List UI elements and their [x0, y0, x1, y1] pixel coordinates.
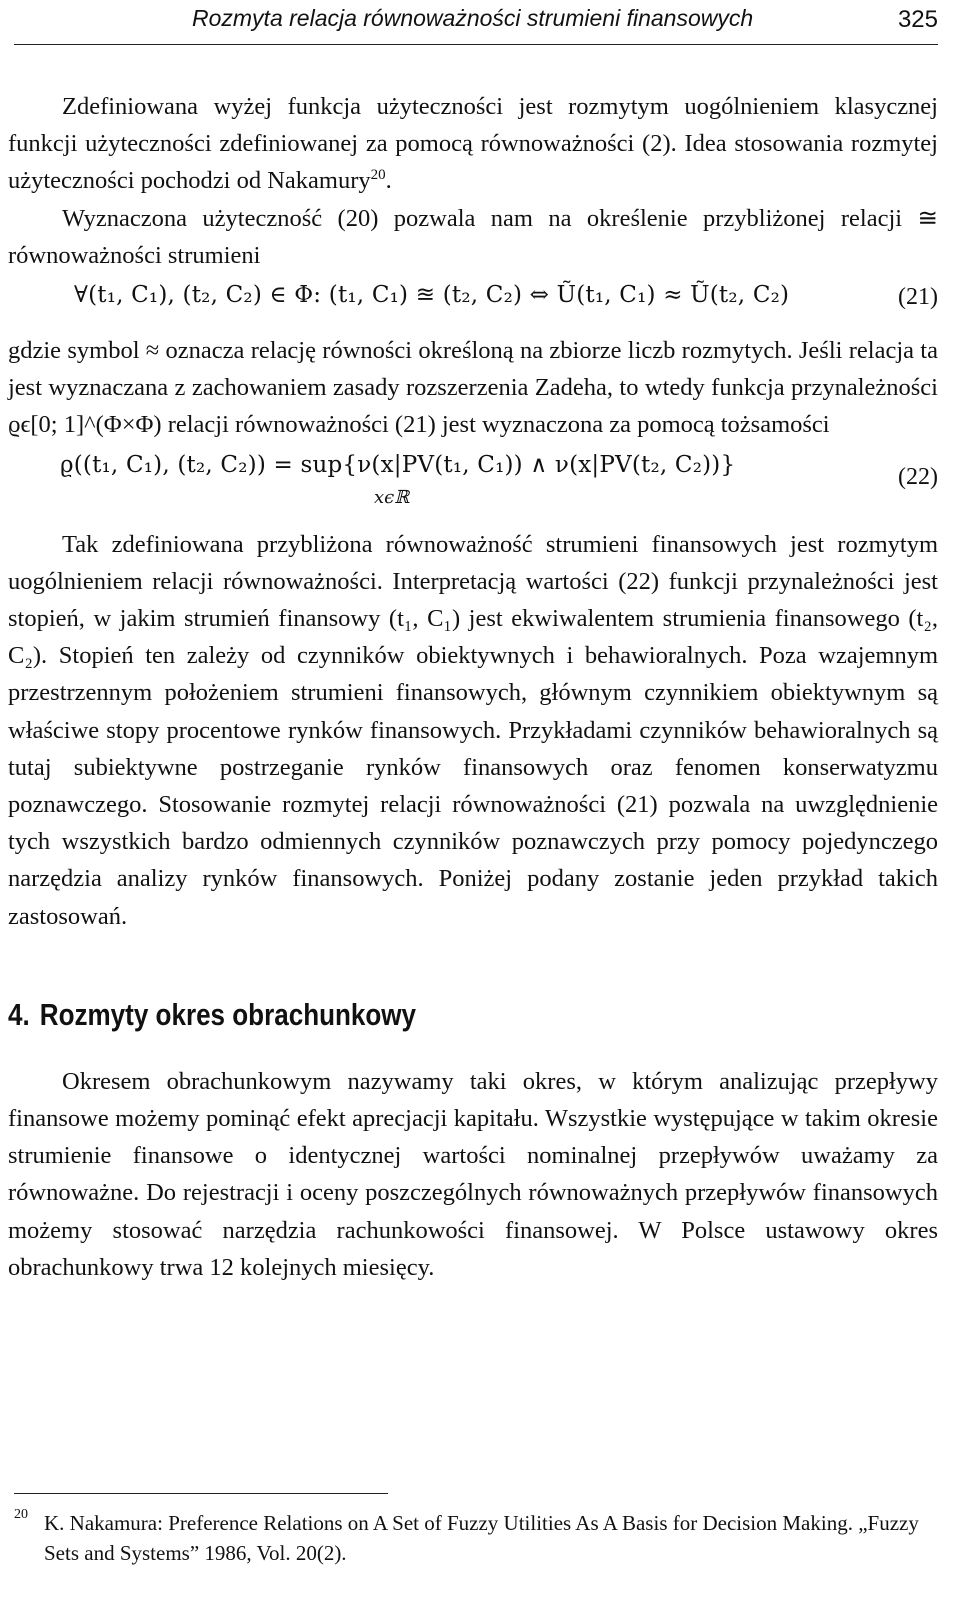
main-content: [8, 88, 938, 1286]
paragraph-utility-generalization: [8, 88, 938, 200]
paragraph-fuzzy-equality: gdzie symbol ≈ oznacza relację równości określoną na zbiorze liczb rozmytych. Jeśli relacja ta jest wyznaczana z zachowaniem zasady rozszerzenia Zadeha, to wtedy funkcja przynależności ϱϵ[0; 1]^(Φ×Φ) relacji równoważności (21) jest wyznaczona za pomocą tożsamości: [8, 337, 938, 439]
equation-22-supremum-domain: xϵℝ: [374, 486, 410, 508]
paragraph-text: Zdefiniowana wyżej funkcja użyteczności jest rozmytym uogólnieniem klasycznej funkcji użyteczności zdefiniowanej za pomocą równoważności (2). Idea stosowania rozmytej użyteczności pochodzi od Nakamury: [8, 93, 938, 195]
footnote-divider: [14, 1493, 388, 1494]
equation-21-number: (21): [898, 284, 938, 311]
paragraph-text: .: [385, 167, 392, 195]
running-title: Rozmyta relacja równoważności strumieni finansowych: [192, 5, 754, 31]
equation-22: [8, 444, 938, 526]
section-number: 4.: [8, 996, 30, 1032]
footnote-text: K. Nakamura: Preference Relations on A Set of Fuzzy Utilities As A Basis for Decision Making. „Fuzzy Sets and Systems” 1986, Vol. 20(2).: [44, 1511, 919, 1565]
running-head: [14, 4, 938, 45]
paragraph-approximate-relation: Wyznaczona użyteczność (20) pozwala nam na określenie przybliżonej relacji ≅ równoważności strumieni: [8, 204, 938, 269]
footnote-reference[interactable]: 20: [370, 167, 386, 184]
section-heading: [8, 995, 789, 1035]
equation-22-number: (22): [898, 463, 938, 490]
paragraph-interpretation: Tak zdefiniowana przybliżona równoważność strumieni finansowych jest rozmytym uogólnieniem relacji równoważności. Interpretacją wartości (22) funkcji przynależności jest stopień, w jakim strumień finansowy (t₁, C₁) jest ekwiwalentem strumienia finansowego (t₂, C₂). Stopień ten zależy od czynników obiektywnych i behawioralnych. Poza wzajemnym przestrzennym położeniem strumieni finansowych, głównym czynnikiem obiektywnym są właściwe stopy procentowe rynków finansowych. Przykładami czynników behawioralnych są tutaj subiektywne postrzeganie rynków finansowych oraz fenomen konserwatyzmu poznawczego. Stosowanie rozmytej relacji równoważności (21) pozwala na uwzględnienie tych wszystkich bardzo odmiennych czynników poznawczych przy pomocy pojedynczego narzędzia analizy rynków finansowych. Poniżej podany zostanie jeden przykład takich zastosowań.: [8, 530, 938, 930]
footnote: [14, 1508, 938, 1568]
equation-22-formula: ϱ((t₁, C₁), (t₂, C₂)) = sup{ν(x|PV(t₁, C₁)) ∧ ν(x|PV(t₂, C₂))}: [60, 451, 736, 478]
equation-21: [8, 274, 938, 332]
footnote-mark: 20: [14, 1507, 28, 1522]
equation-21-formula: ∀(t₁, C₁), (t₂, C₂) ∈ Φ: (t₁, C₁) ≊ (t₂, C₂) ⇔ Ũ(t₁, C₁) ≈ Ũ(t₂, C₂): [74, 282, 790, 309]
page-number: 325: [897, 6, 938, 33]
section-title: Rozmyty okres obrachunkowy: [39, 996, 417, 1032]
paragraph-accounting-period: Okresem obrachunkowym nazywamy taki okres, w którym analizując przepływy finansowe możemy pominąć efekt aprecjacji kapitału. Wszystkie występujące w takim okresie strumienie finansowe o identycznej wartości nominalnej przepływów uważamy za równoważne. Do rejestracji i oceny poszczególnych równoważnych przepływów finansowych możemy stosować narzędzia rachunkowości finansowej. W Polsce ustawowy okres obrachunkowy trwa 12 kolejnych miesięcy.: [8, 1067, 938, 1281]
